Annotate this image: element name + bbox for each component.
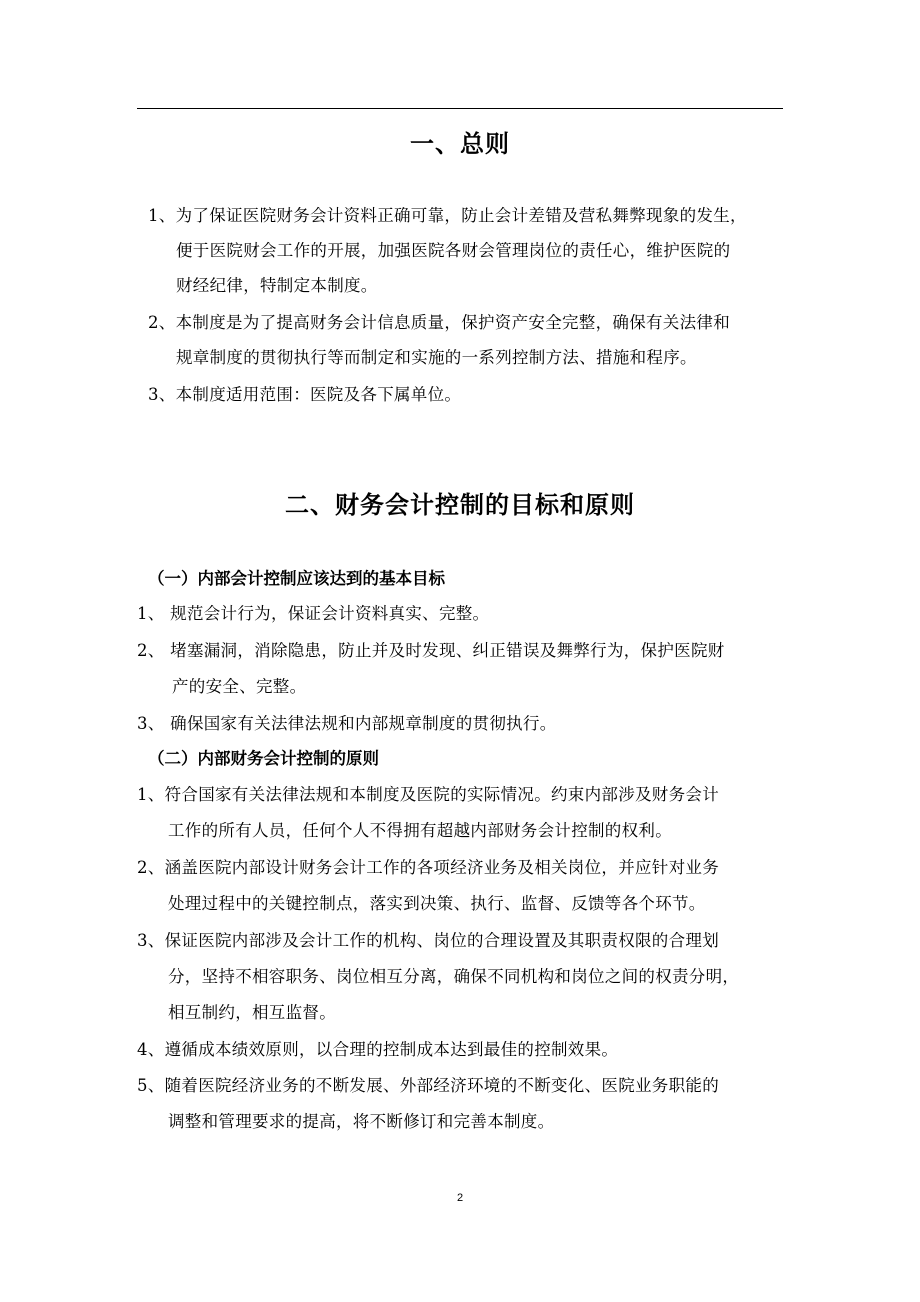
list-item: 分，坚持不相容职务、岗位相互分离，确保不同机构和岗位之间的权责分明，	[168, 967, 740, 986]
list-item: 调整和管理要求的提高，将不断修订和完善本制度。	[168, 1112, 555, 1131]
list-item: 3、保证医院内部涉及会计工作的机构、岗位的合理设置及其职责权限的合理划	[137, 931, 719, 950]
subsection-heading: （一）内部会计控制应该达到的基本目标	[148, 569, 445, 588]
list-item: 处理过程中的关键控制点，落实到决策、执行、监督、反馈等各个环节。	[168, 894, 706, 913]
list-item: 1、符合国家有关法律法规和本制度及医院的实际情况。约束内部涉及财务会计	[137, 785, 719, 804]
paragraph-line: 3、本制度适用范围：医院及各下属单位。	[148, 385, 462, 404]
section-title-general: 一、总则	[410, 130, 510, 158]
list-item: 2、涵盖医院内部设计财务会计工作的各项经济业务及相关岗位，并应针对业务	[137, 858, 719, 877]
header-rule	[137, 108, 783, 109]
subsection-heading: （二）内部财务会计控制的原则	[148, 749, 379, 768]
paragraph-line: 2、本制度是为了提高财务会计信息质量，保护资产安全完整，确保有关法律和	[148, 313, 730, 332]
list-item: 4、遵循成本绩效原则，以合理的控制成本达到最佳的控制效果。	[137, 1040, 619, 1059]
paragraph-line: 财经纪律，特制定本制度。	[176, 276, 378, 295]
list-item: 工作的所有人员，任何个人不得拥有超越内部财务会计控制的权利。	[168, 821, 672, 840]
paragraph-line: 1、为了保证医院财务会计资料正确可靠，防止会计差错及营私舞弊现象的发生，	[148, 206, 747, 225]
list-item: 2、 堵塞漏洞，消除隐患，防止并及时发现、纠正错误及舞弊行为，保护医院财	[137, 641, 725, 660]
list-item: 1、 规范会计行为，保证会计资料真实、完整。	[137, 604, 490, 623]
list-item: 相互制约，相互监督。	[168, 1003, 336, 1022]
list-item: 产的安全、完整。	[172, 677, 307, 696]
page-number: 2	[456, 1192, 464, 1204]
paragraph-line: 规章制度的贯彻执行等而制定和实施的一系列控制方法、措施和程序。	[176, 348, 697, 367]
list-item: 3、 确保国家有关法律法规和内部规章制度的贯彻执行。	[137, 714, 557, 733]
paragraph-line: 便于医院财会工作的开展，加强医院各财会管理岗位的责任心，维护医院的	[176, 241, 731, 260]
section-title-objectives: 二、财务会计控制的目标和原则	[285, 491, 635, 519]
list-item: 5、随着医院经济业务的不断发展、外部经济环境的不断变化、医院业务职能的	[137, 1076, 719, 1095]
